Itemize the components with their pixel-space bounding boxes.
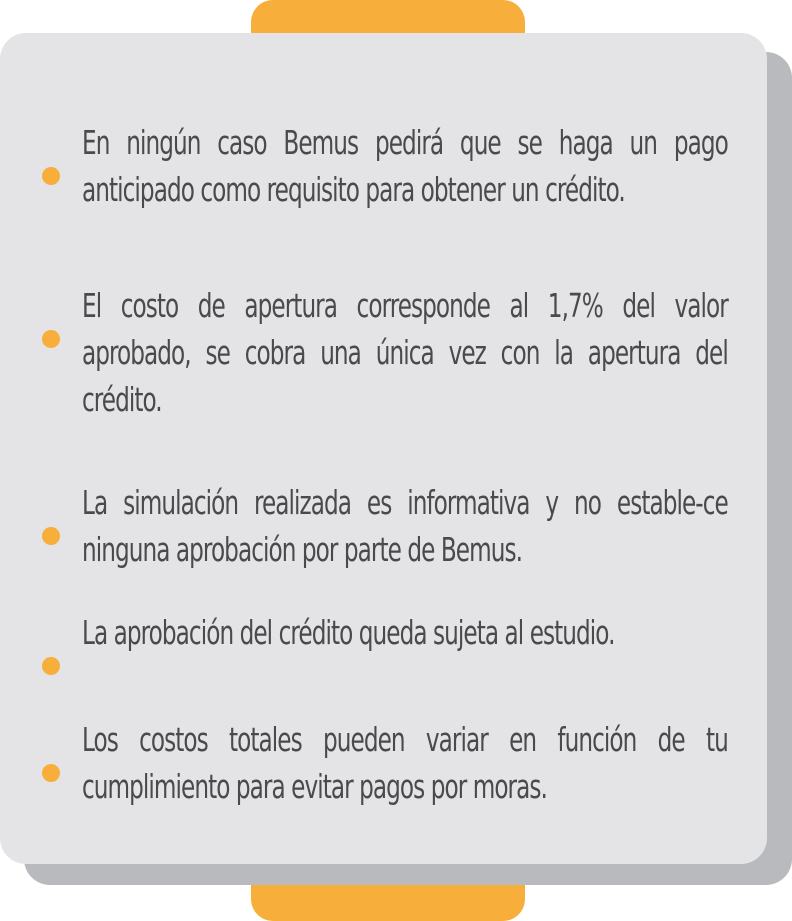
bullet-dot-icon xyxy=(42,527,60,545)
bullet-dot-icon xyxy=(42,764,60,782)
bullet-text-total-costs: Los costos totales pueden variar en función de tu cumplimiento para evitar pagos por moras. xyxy=(82,720,728,806)
bullet-text-simulation: La simulación realizada es informativa y no estable-ce ninguna aprobación por parte de Bemus. xyxy=(82,483,728,569)
bullet-dot-icon xyxy=(42,657,60,675)
info-card xyxy=(0,33,767,864)
bullet-dot-icon xyxy=(42,167,60,185)
bullet-text-advance-payment: En ningún caso Bemus pedirá que se haga un pago anticipado como requisito para obtener un crédito. xyxy=(82,123,728,209)
bullet-text-approval: La aprobación del crédito queda sujeta al estudio. xyxy=(82,613,615,652)
bullet-dot-icon xyxy=(42,330,60,348)
bullet-text-opening-cost: El costo de apertura corresponde al 1,7% del valor aprobado, se cobra una única vez con la apertura del crédito. xyxy=(82,286,728,419)
